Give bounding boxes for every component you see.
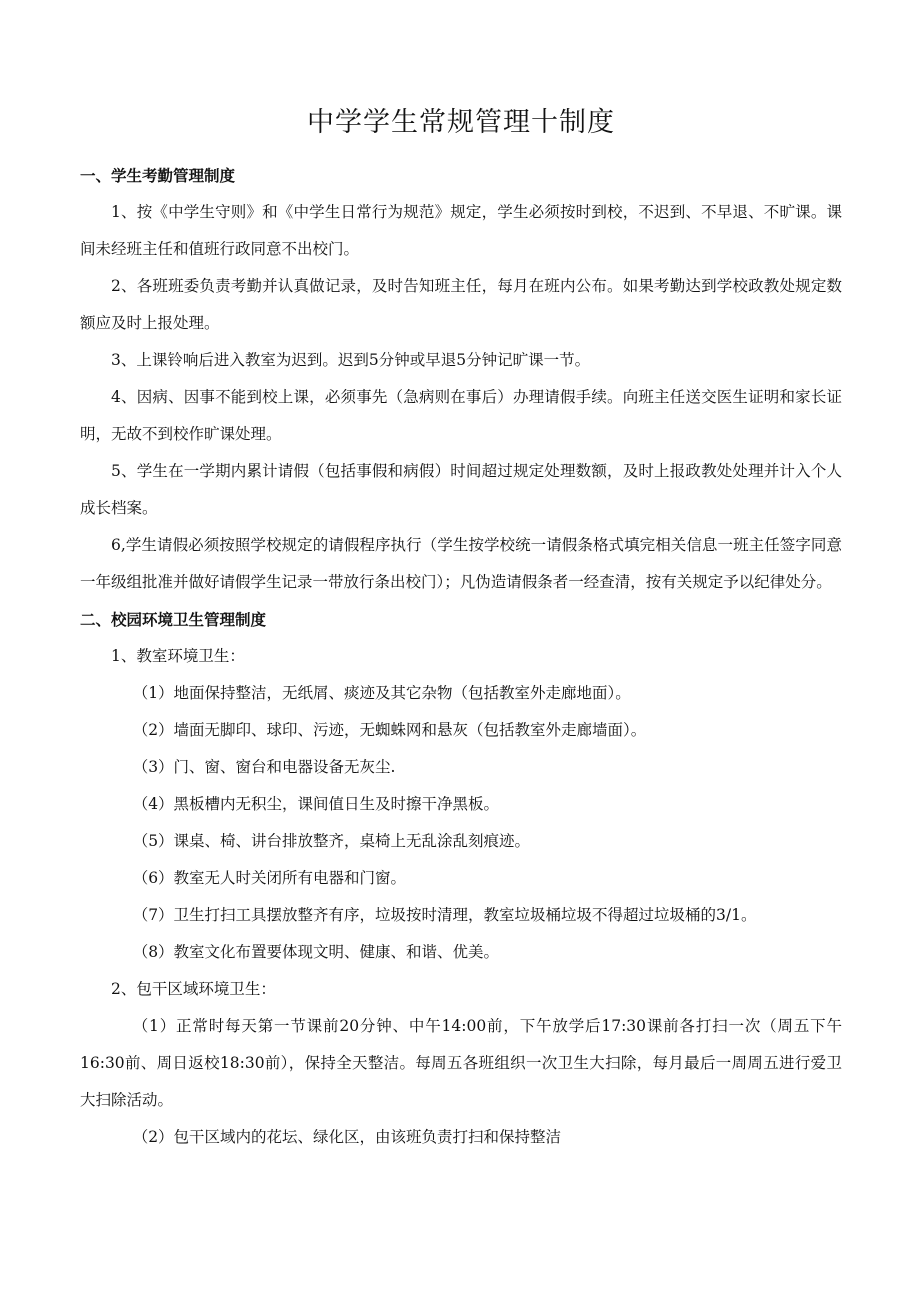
paragraph: 1、按《中学生守则》和《中学生日常行为规范》规定，学生必须按时到校，不迟到、不早退、不旷课。课间未经班主任和值班行政同意不出校门。 bbox=[80, 203, 842, 258]
list-item: （5）课桌、椅、讲台排放整齐，桌椅上无乱涂乱刻痕迹。 bbox=[132, 832, 531, 850]
document-page bbox=[80, 100, 842, 1156]
paragraph: 3、上课铃响后进入教室为迟到。迟到5分钟或早退5分钟记旷课一节。 bbox=[111, 351, 591, 369]
list-item: （3）门、窗、窗台和电器设备无灰尘. bbox=[132, 758, 396, 776]
subsection-heading-area: 2、包干区域环境卫生： bbox=[111, 980, 276, 998]
paragraph: 2、各班班委负责考勤并认真做记录，及时告知班主任，每月在班内公布。如果考勤达到学校政教处规定数额应及时上报处理。 bbox=[80, 277, 842, 332]
list-item: （1）地面保持整洁，无纸屑、痰迹及其它杂物（包括教室外走廊地面）。 bbox=[132, 684, 631, 702]
paragraph: 4、因病、因事不能到校上课，必须事先（急病则在事后）办理请假手续。向班主任送交医生证明和家长证明，无故不到校作旷课处理。 bbox=[80, 388, 842, 443]
list-item: （2）包干区域内的花坛、绿化区，由该班负责打扫和保持整洁 bbox=[132, 1128, 562, 1146]
page-title: 中学学生常规管理十制度 bbox=[307, 107, 615, 138]
section-heading-hygiene: 二、校园环境卫生管理制度 bbox=[80, 610, 267, 629]
list-item: （6）教室无人时关闭所有电器和门窗。 bbox=[132, 869, 407, 887]
list-item: （2）墙面无脚印、球印、污迹，无蜘蛛网和悬灰（包括教室外走廊墙面）。 bbox=[132, 721, 647, 739]
paragraph: 5、学生在一学期内累计请假（包括事假和病假）时间超过规定处理数额，及时上报政教处处理并计入个人成长档案。 bbox=[80, 462, 842, 517]
paragraph: 6,学生请假必须按照学校规定的请假程序执行（学生按学校统一请假条格式填完相关信息一班主任签字同意一年级组批准并做好请假学生记录一带放行条出校门）；凡伪造请假条者一经查清，按有关规定予以纪律处分。 bbox=[80, 536, 842, 591]
list-item: （7）卫生打扫工具摆放整齐有序，垃圾按时清理，教室垃圾桶垃圾不得超过垃圾桶的3/1。 bbox=[132, 906, 757, 924]
subsection-heading-classroom: 1、教室环境卫生： bbox=[111, 647, 245, 665]
section-heading-attendance: 一、学生考勤管理制度 bbox=[80, 166, 236, 185]
list-item: （1）正常时每天第一节课前20分钟、中午14:00前，下午放学后17:30课前各打扫一次（周五下午16:30前、周日返校18:30前），保持全天整洁。每周五各班组织一次卫生大扫除，每月最后一周周五进行爱卫大扫除活动。 bbox=[80, 1017, 842, 1109]
list-item: （4）黑板槽内无积尘，课间值日生及时擦干净黑板。 bbox=[132, 795, 500, 813]
list-item: （8）教室文化布置要体现文明、健康、和谐、优美。 bbox=[132, 943, 500, 961]
